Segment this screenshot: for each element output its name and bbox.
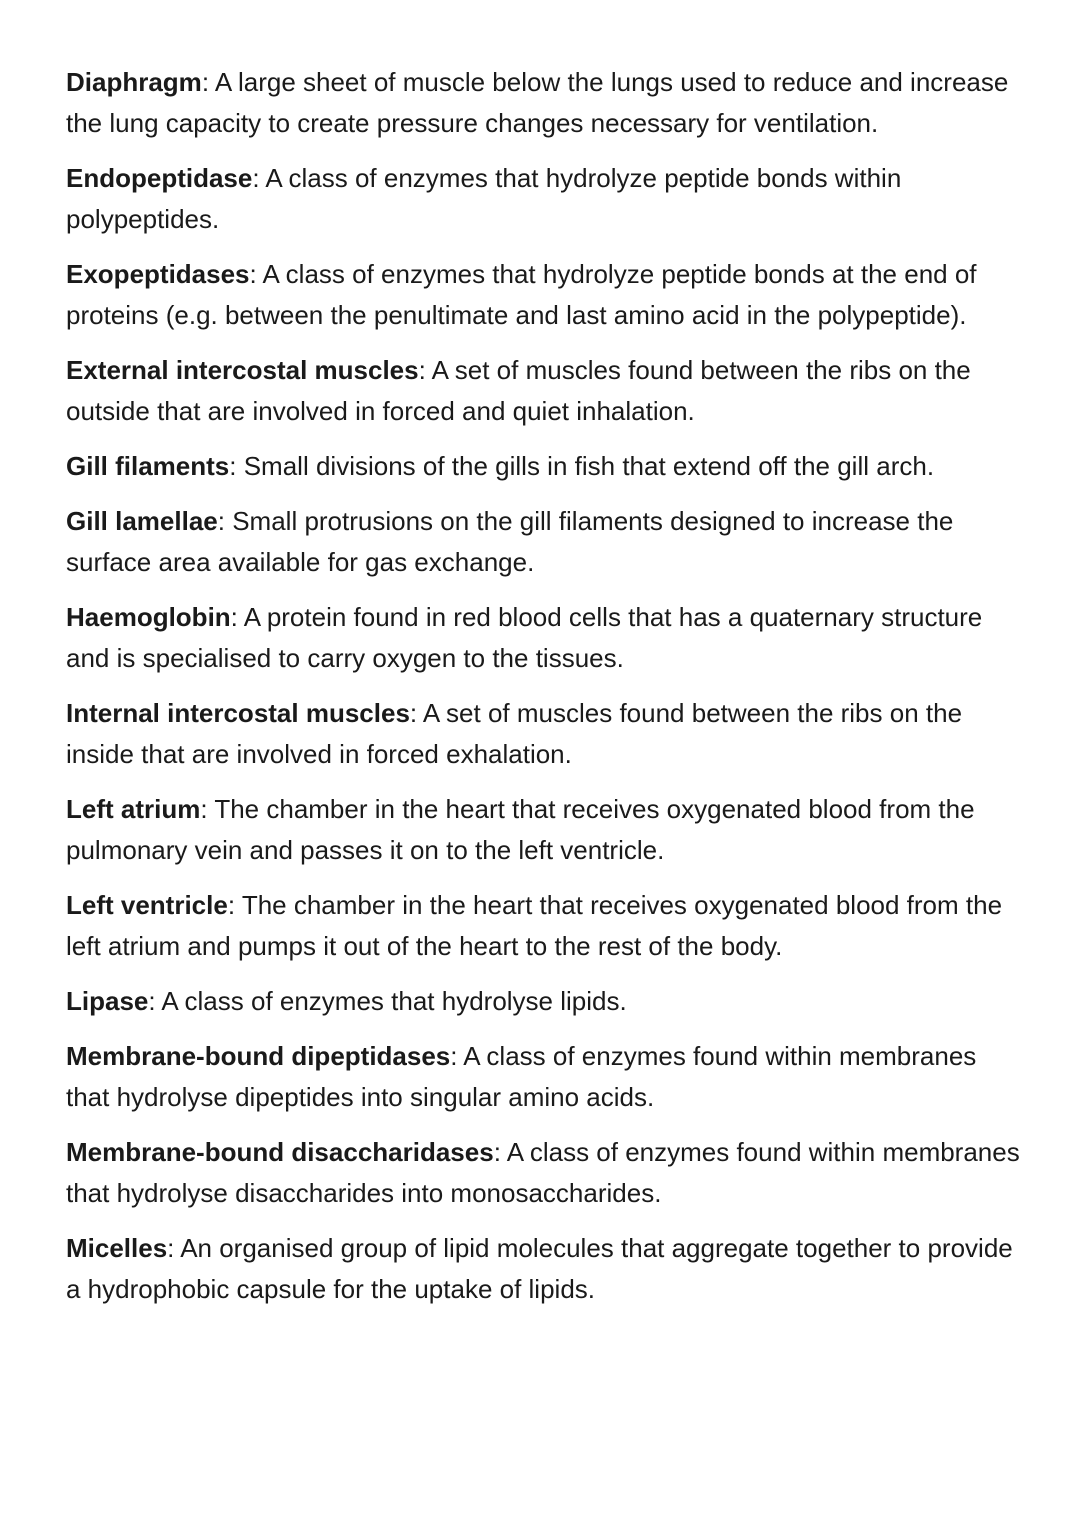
glossary-term: Endopeptidase bbox=[66, 163, 253, 193]
glossary-entry-internal-intercostal-muscles: Internal intercostal muscles: A set of muscles found between the ribs on the inside that are involved in forced exhalation. bbox=[66, 698, 963, 769]
glossary-definition: A class of enzymes that hydrolyse lipids. bbox=[161, 986, 627, 1016]
glossary-definition: A large sheet of muscle below the lungs used to reduce and increase the lung capacity to create pressure changes necessary for ventilation. bbox=[66, 67, 1009, 138]
glossary-definition: A class of enzymes found within membranes that hydrolyse disaccharides into monosaccharides. bbox=[66, 1137, 1020, 1208]
glossary-definition: A class of enzymes that hydrolyze peptide bonds at the end of proteins (e.g. between the penultimate and last amino acid in the polypeptide). bbox=[66, 259, 977, 330]
glossary-entry-left-atrium: Left atrium: The chamber in the heart that receives oxygenated blood from the pulmonary vein and passes it on to the left ventricle. bbox=[66, 794, 975, 865]
glossary-entry-micelles: Micelles: An organised group of lipid molecules that aggregate together to provide a hydrophobic capsule for the uptake of lipids. bbox=[66, 1233, 1013, 1304]
glossary-definition: A protein found in red blood cells that has a quaternary structure and is specialised to carry oxygen to the tissues. bbox=[66, 602, 983, 673]
glossary-entry-diaphragm: Diaphragm: A large sheet of muscle below the lungs used to reduce and increase the lung capacity to create pressure changes necessary for ventilation. bbox=[66, 67, 1009, 138]
glossary-definition: A class of enzymes that hydrolyze peptide bonds within polypeptides. bbox=[66, 163, 902, 234]
glossary-term: Diaphragm bbox=[66, 67, 202, 97]
glossary-term: External intercostal muscles bbox=[66, 355, 419, 385]
glossary-entry-exopeptidases: Exopeptidases: A class of enzymes that hydrolyze peptide bonds at the end of proteins (e.g. between the penultimate and last amino acid in the polypeptide). bbox=[66, 259, 977, 330]
glossary-term: Haemoglobin bbox=[66, 602, 231, 632]
glossary-term: Membrane-bound dipeptidases bbox=[66, 1041, 451, 1071]
glossary-term: Left atrium bbox=[66, 794, 201, 824]
glossary-entry-haemoglobin: Haemoglobin: A protein found in red blood cells that has a quaternary structure and is specialised to carry oxygen to the tissues. bbox=[66, 602, 983, 673]
glossary-definition: An organised group of lipid molecules that aggregate together to provide a hydrophobic capsule for the uptake of lipids. bbox=[66, 1233, 1013, 1304]
glossary-page bbox=[66, 62, 1026, 1324]
glossary-entry-lipase: Lipase: A class of enzymes that hydrolyse lipids. bbox=[66, 986, 627, 1016]
glossary-entry-membrane-bound-disaccharidases: Membrane-bound disaccharidases: A class of enzymes found within membranes that hydrolyse disaccharides into monosaccharides. bbox=[66, 1137, 1020, 1208]
glossary-term: Internal intercostal muscles bbox=[66, 698, 410, 728]
glossary-term: Gill lamellae bbox=[66, 506, 218, 536]
glossary-term: Exopeptidases bbox=[66, 259, 250, 289]
glossary-entry-gill-filaments: Gill filaments: Small divisions of the gills in fish that extend off the gill arch. bbox=[66, 451, 935, 481]
glossary-term: Gill filaments bbox=[66, 451, 230, 481]
glossary-definition: Small protrusions on the gill filaments designed to increase the surface area available for gas exchange. bbox=[66, 506, 954, 577]
glossary-entry-gill-lamellae: Gill lamellae: Small protrusions on the gill filaments designed to increase the surface area available for gas exchange. bbox=[66, 506, 954, 577]
glossary-term: Lipase bbox=[66, 986, 149, 1016]
glossary-term: Membrane-bound disaccharidases bbox=[66, 1137, 494, 1167]
glossary-term: Micelles bbox=[66, 1233, 168, 1263]
glossary-entry-endopeptidase: Endopeptidase: A class of enzymes that hydrolyze peptide bonds within polypeptides. bbox=[66, 163, 902, 234]
glossary-definition: A set of muscles found between the ribs on the outside that are involved in forced and quiet inhalation. bbox=[66, 355, 971, 426]
glossary-entry-external-intercostal-muscles: External intercostal muscles: A set of muscles found between the ribs on the outside that are involved in forced and quiet inhalation. bbox=[66, 355, 971, 426]
glossary-definition: A set of muscles found between the ribs on the inside that are involved in forced exhalation. bbox=[66, 698, 963, 769]
glossary-definition: The chamber in the heart that receives oxygenated blood from the left atrium and pumps it out of the heart to the rest of the body. bbox=[66, 890, 1003, 961]
glossary-term: Left ventricle bbox=[66, 890, 228, 920]
glossary-definition: The chamber in the heart that receives oxygenated blood from the pulmonary vein and passes it on to the left ventricle. bbox=[66, 794, 975, 865]
glossary-entry-membrane-bound-dipeptidases: Membrane-bound dipeptidases: A class of enzymes found within membranes that hydrolyse dipeptides into singular amino acids. bbox=[66, 1041, 977, 1112]
glossary-entry-left-ventricle: Left ventricle: The chamber in the heart that receives oxygenated blood from the left atrium and pumps it out of the heart to the rest of the body. bbox=[66, 890, 1003, 961]
glossary-definition: A class of enzymes found within membranes that hydrolyse dipeptides into singular amino acids. bbox=[66, 1041, 977, 1112]
glossary-definition: Small divisions of the gills in fish that extend off the gill arch. bbox=[243, 451, 935, 481]
